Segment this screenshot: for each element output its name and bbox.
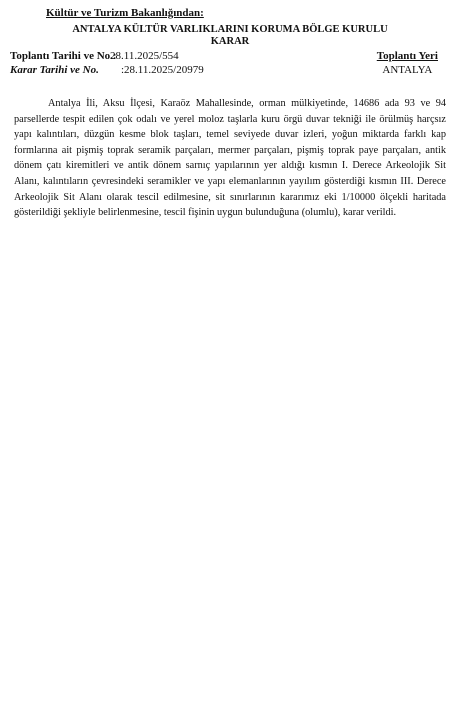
decision-row: [10, 63, 204, 77]
board-name: ANTALYA KÜLTÜR VARLIKLARINI KORUMA BÖLGE KURULU: [72, 24, 388, 35]
meeting-meta: [10, 49, 204, 77]
decision-paragraph: Antalya İli, Aksu İlçesi, Karaöz Mahallesinde, orman mülkiyetinde, 14686 ada 93 ve 94 parsellerde tespit edilen çok odalı ve yerel moloz taşlarla kuru örgü duvar tekniği ile örülmüş harçsız yapı kalıntıları, düzgün kesme blok taşları, temel seviyede duvar izleri, yoğun miktarda farklı kap formlarına ait pişmiş toprak seramik parçaları, mermer parçaları, pişmiş toprak paye parçaları, antik dönem çatı kiremitleri ve antik dönem sarnıç yapılarının yer aldığı kısmın I. Derece Arkeolojik Sit Alanı, kalıntıların çevresindeki seramikler ve yapı elemanlarının yayılım gösterdiği kısmın III. Derece Arkeolojik Sit Alanı olarak tescil edilmesine, sit sınırlarının kararımız eki 1/10000 ölçekli haritada gösterildiği şekliyle belirlenmesine, tescil fişinin uygun bulunduğuna (olumlu), karar verildi.: [14, 98, 446, 219]
meeting-row: [10, 49, 204, 63]
meeting-place-label: Toplantı Yeri: [376, 50, 438, 62]
decision-date-value: :28.11.2025/20979: [121, 64, 204, 76]
meeting-place: [377, 49, 438, 77]
meeting-date-value: 28.11.2025/554: [110, 50, 179, 62]
meeting-place-value: ANTALYA: [382, 64, 433, 76]
meeting-date-label: Toplantı Tarihi ve No.:: [10, 50, 117, 62]
decision-heading: KARAR: [210, 36, 250, 47]
board-heading: [0, 24, 460, 48]
ministry-heading: Kültür ve Turizm Bakanlığından:: [46, 7, 204, 19]
decision-date-label: Karar Tarihi ve No.: [10, 64, 99, 76]
